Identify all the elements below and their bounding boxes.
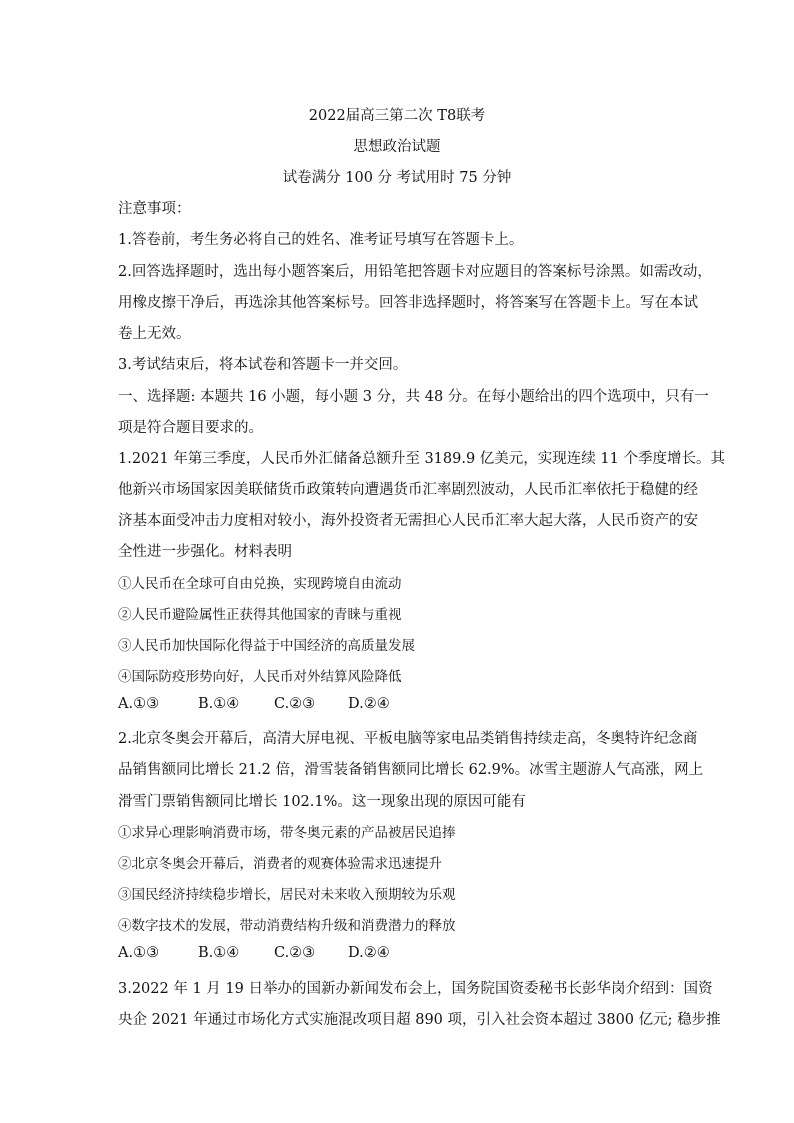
q2-stem-line-2: 品销售额同比增长 21.2 倍，滑雪装备销售额同比增长 62.9%。冰雪主题游人气高涨，网上 — [118, 762, 704, 778]
q2-choices — [118, 945, 390, 961]
q3-stem-line-1: 3.2022 年 1 月 19 日举办的国新办新闻发布会上，国务院国资委秘书长彭华岗介绍到：国资 — [118, 981, 713, 997]
q1-stem-line-2: 他新兴市场国家因美联储货币政策转向遭遇货币汇率剧烈波动，人民币汇率依托于稳健的经 — [118, 482, 698, 498]
q2-stem-line-3: 滑雪门票销售额同比增长 102.1%。这一现象出现的原因可能有 — [118, 794, 526, 810]
q1-stem-line-3: 济基本面受冲击力度相对较小，海外投资者无需担心人民币汇率大起大落，人民币资产的安 — [118, 513, 698, 529]
q1-choice-a: A.①③ — [118, 696, 160, 712]
q1-choice-c: C.②③ — [274, 696, 316, 712]
q1-option-2: ②人民币避险属性正获得其他国家的青睐与重视 — [118, 607, 402, 623]
section-heading-line-2: 项是符合题目要求的。 — [118, 420, 263, 436]
q2-choice-c: C.②③ — [274, 945, 316, 961]
q1-choice-b: B.①④ — [198, 696, 240, 712]
q2-option-1: ①求异心理影响消费市场，带冬奥元素的产品被居民追捧 — [118, 825, 456, 841]
notice-item-2-line-1: 2.回答选择题时，选出每小题答案后，用铅笔把答题卡对应题目的答案标号涂黑。如需改动， — [118, 264, 712, 280]
q2-choice-d: D.②④ — [348, 945, 390, 961]
exam-info: 试卷满分 100 分 考试用时 75 分钟 — [282, 170, 512, 186]
notice-item-2-line-3: 卷上无效。 — [118, 326, 191, 342]
q2-option-4: ④数字技术的发展，带动消费结构升级和消费潜力的释放 — [118, 918, 456, 934]
q1-stem-line-1: 1.2021 年第三季度，人民币外汇储备总额升至 3189.9 亿美元，实现连续 11 个季度增长。其 — [118, 451, 725, 467]
notice-item-1: 1.答卷前，考生务必将自己的姓名、准考证号填写在答题卡上。 — [118, 232, 524, 248]
q1-choice-d: D.②④ — [348, 696, 390, 712]
q2-option-3: ③国民经济持续稳步增长，居民对未来收入预期较为乐观 — [118, 887, 456, 903]
subject-title: 思想政治试题 — [353, 139, 441, 155]
q3-stem-line-2: 央企 2021 年通过市场化方式实施混改项目超 890 项，引入社会资本超过 3800 亿元; 稳步推 — [118, 1012, 721, 1028]
section-heading-line-1: 一、选择题: 本题共 16 小题，每小题 3 分，共 48 分。在每小题给出的四个选项中，只有一 — [118, 389, 709, 405]
q2-option-2: ②北京冬奥会开幕后，消费者的观赛体验需求迅速提升 — [118, 856, 442, 872]
q2-choice-b: B.①④ — [198, 945, 240, 961]
exam-title: 2022届高三第二次 T8联考 — [308, 108, 486, 124]
notice-item-2-line-2: 用橡皮擦干净后，再选涂其他答案标号。回答非选择题时，将答案写在答题卡上。写在本试 — [118, 295, 698, 311]
notice-heading: 注意事项： — [118, 201, 191, 217]
q1-option-4: ④国际防疫形势向好，人民币对外结算风险降低 — [118, 669, 402, 685]
q2-stem-line-1: 2.北京冬奥会开幕后，高清大屏电视、平板电脑等家电品类销售持续走高，冬奥特许纪念商 — [118, 731, 698, 747]
q2-choice-a: A.①③ — [118, 945, 160, 961]
q1-option-3: ③人民币加快国际化得益于中国经济的高质量发展 — [118, 638, 415, 654]
notice-item-3: 3.考试结束后，将本试卷和答题卡一并交回。 — [118, 357, 408, 373]
q1-choices — [118, 696, 390, 712]
q1-option-1: ①人民币在全球可自由兑换，实现跨境自由流动 — [118, 576, 402, 592]
q1-stem-line-4: 全性进一步强化。材料表明 — [118, 544, 292, 560]
